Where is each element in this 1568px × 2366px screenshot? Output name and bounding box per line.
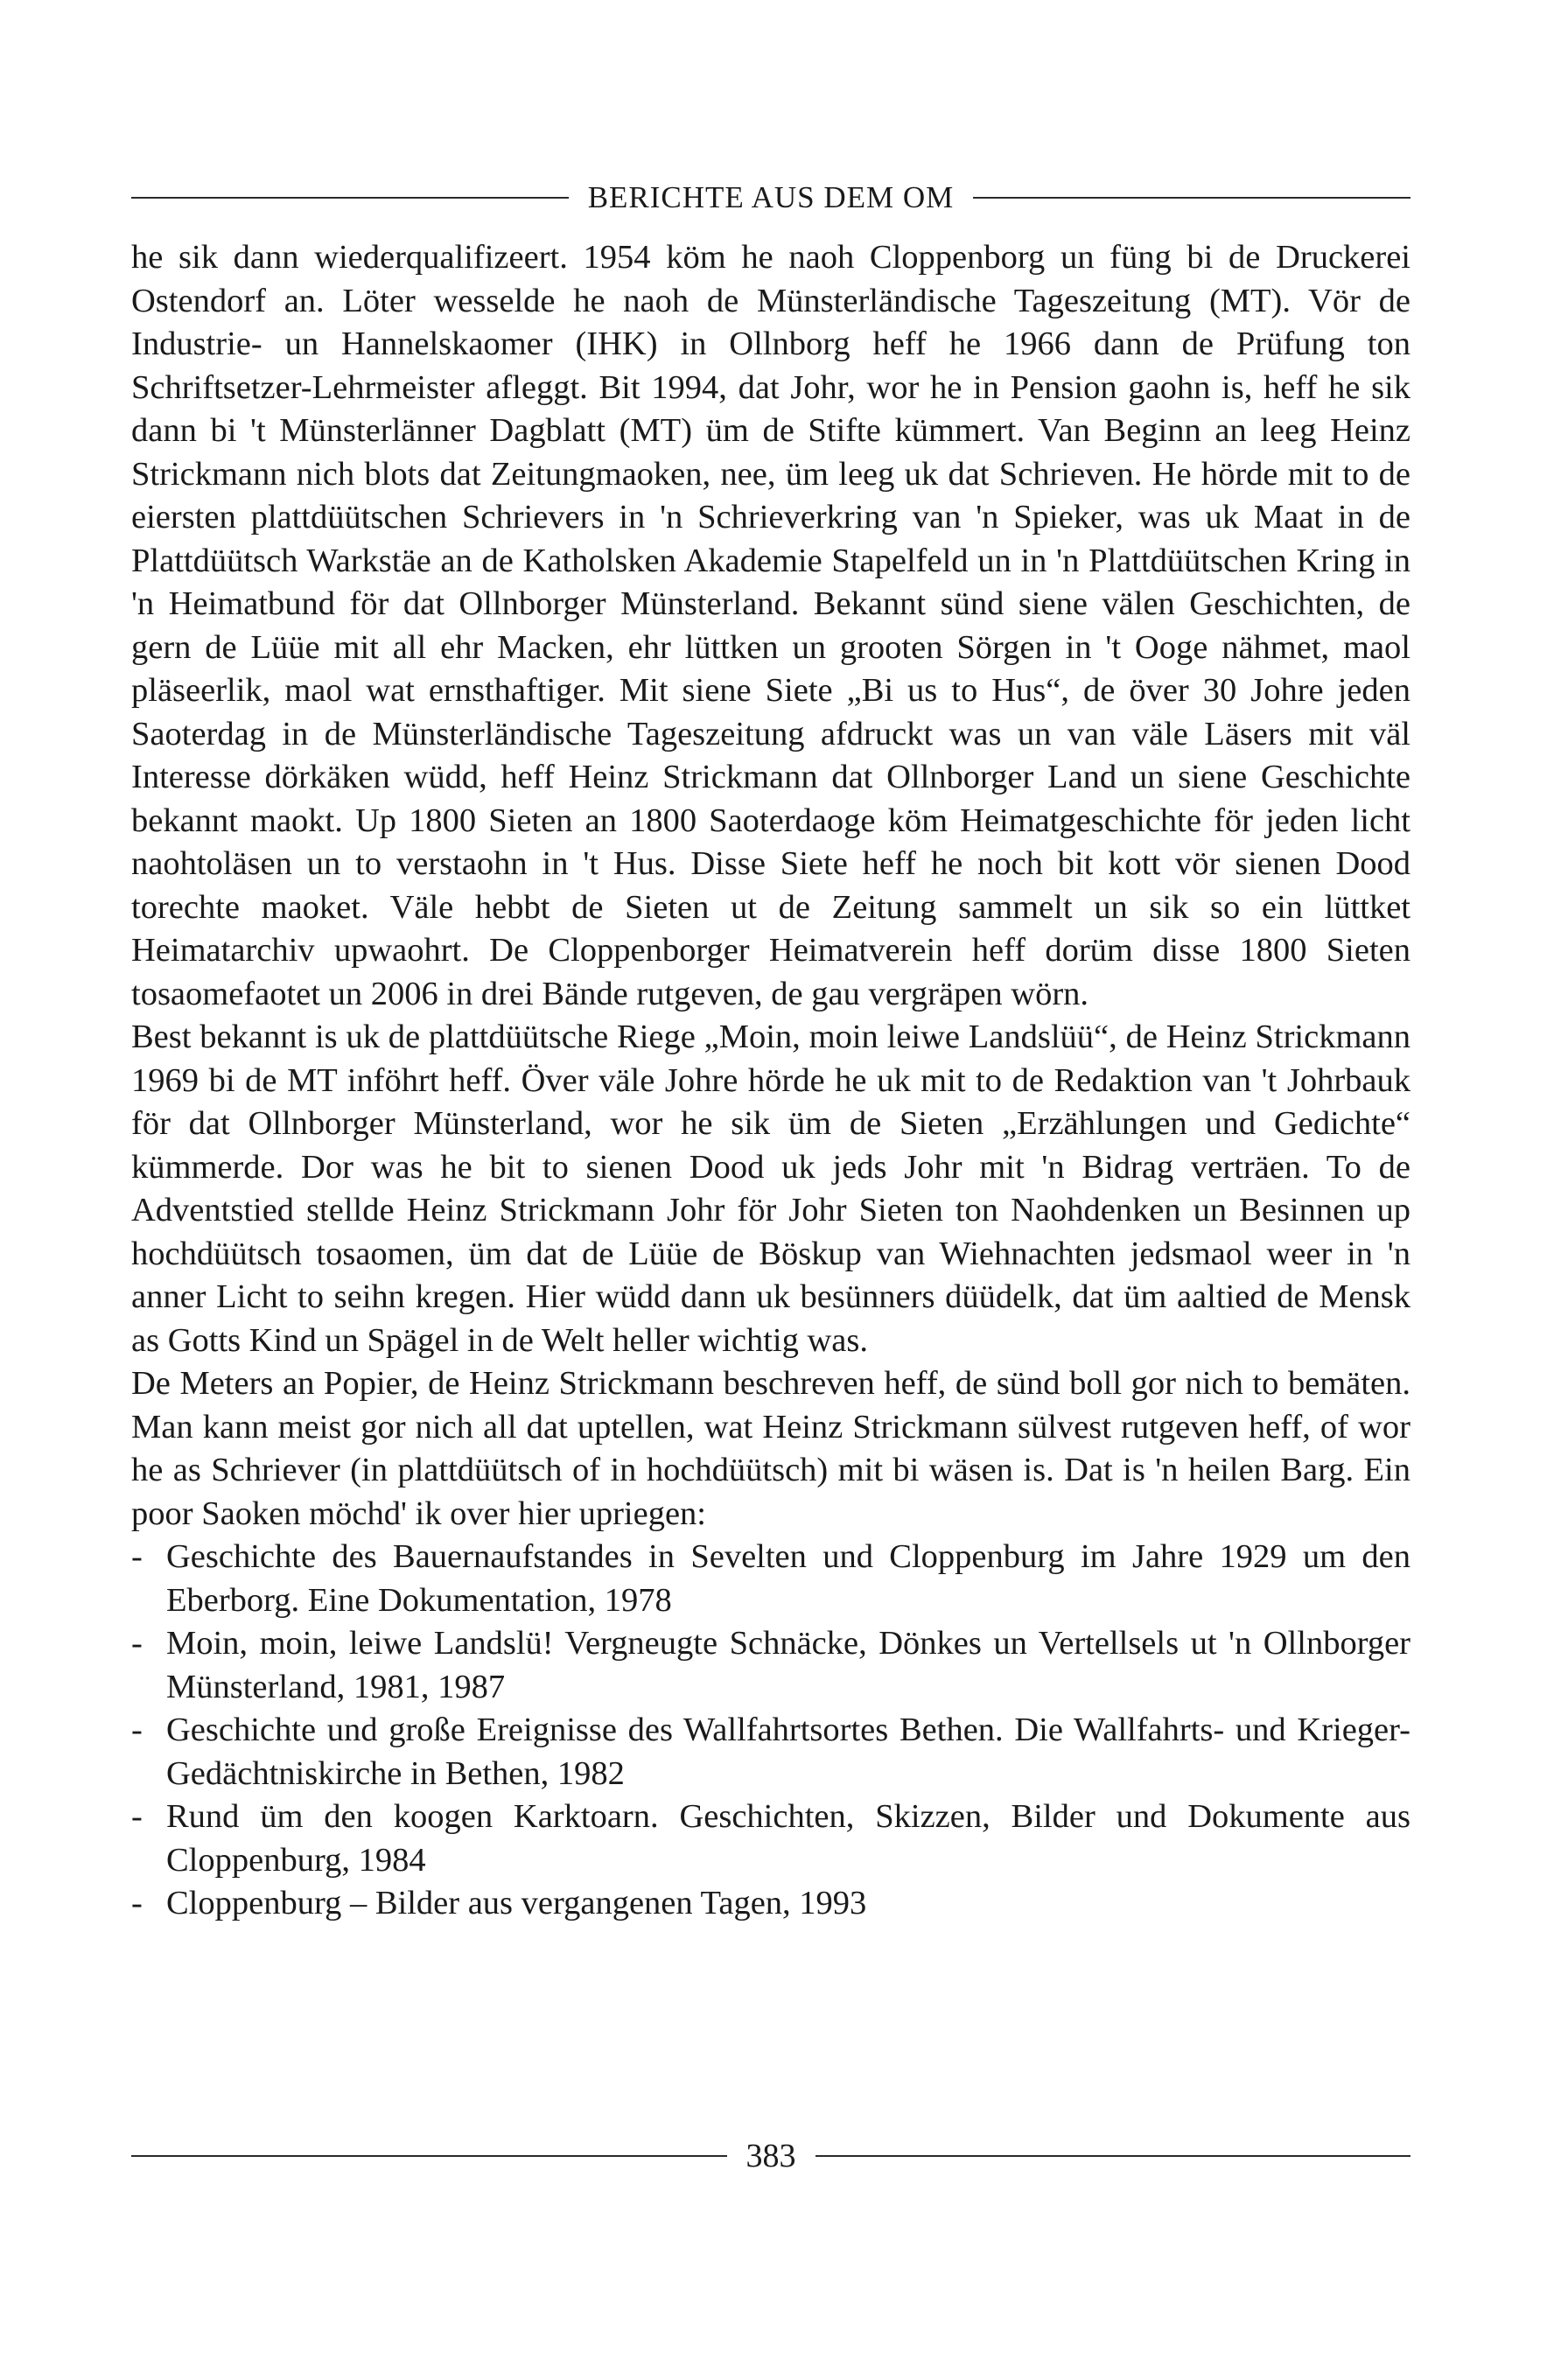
list-item-text: Rund üm den koogen Karktoarn. Geschichten, Skizzen, Bilder und Dokumente aus Cloppenburg, 1984 — [166, 1798, 1410, 1879]
list-dash: - — [131, 1885, 143, 1922]
header-rule-left — [131, 197, 569, 199]
list-dash: - — [131, 1798, 143, 1835]
footer-rule-right — [816, 2155, 1411, 2157]
list-dash: - — [131, 1538, 143, 1575]
list-item-text: Geschichte und große Ereignisse des Wallfahrtsortes Bethen. Die Wallfahrts- und Krieger-Gedächtniskirche in Bethen, 1982 — [166, 1712, 1410, 1792]
list-item-text: Geschichte des Bauernaufstandes in Sevelten und Cloppenburg im Jahre 1929 um den Eberborg. Eine Dokumentation, 1978 — [166, 1538, 1410, 1619]
list-item — [131, 1882, 1410, 1926]
list-dash: - — [131, 1712, 143, 1748]
paragraph: De Meters an Popier, de Heinz Strickmann beschreven heff, de sünd boll gor nich to bemäten. Man kann meist gor nich all dat uptellen, wat Heinz Strickmann sülvest rutgeven heff, of wor he as Schriever (in plattdüütsch of in hochdüütsch) mit bi wäsen is. Dat is 'n heilen Barg. Ein poor Saoken möchd' ik over hier upriegen: — [131, 1365, 1410, 1532]
running-header-title: BERICHTE AUS DEM OM — [587, 180, 955, 214]
list-item-text: Cloppenburg – Bilder aus vergangenen Tagen, 1993 — [166, 1885, 867, 1922]
page-number: 383 — [746, 2138, 796, 2174]
list-item — [131, 1709, 1410, 1796]
body-text — [131, 236, 1410, 1926]
footer-rule-left — [131, 2155, 727, 2157]
list-dash: - — [131, 1625, 143, 1662]
paragraph: Best bekannt is uk de plattdüütsche Riege „Moin, moin leiwe Landslüü“, de Heinz Strickmann 1969 bi de MT inföhrt heff. Över väle Johre hörde he uk mit to de Redaktion van 't Johrbauk för dat Ollnborger Münsterland, wor he sik üm de Sieten „Erzählungen und Gedichte“ kümmerde. Dor was he bit to sienen Dood uk jeds Johr mit 'n Bidrag verträen. To de Adventstied stellde Heinz Strickmann Johr för Johr Sieten ton Naohdenken un Besinnen up hochdüütsch tosaomen, üm dat de Lüüe de Böskup van Wiehnachten jedsmaol weer in 'n anner Licht to seihn kregen. Hier wüdd dann uk besünners düüdelk, dat üm aaltied de Mensk as Gotts Kind un Spägel in de Welt heller wichtig was. — [131, 1018, 1410, 1359]
running-header — [131, 180, 1410, 215]
publication-list — [131, 1536, 1410, 1926]
header-rule-right — [973, 197, 1410, 199]
list-item — [131, 1622, 1410, 1709]
list-item-text: Moin, moin, leiwe Landslü! Vergneugte Schnäcke, Dönkes un Vertellsels ut 'n Ollnborger Münsterland, 1981, 1987 — [166, 1625, 1410, 1705]
book-page — [131, 0, 1410, 2366]
list-item — [131, 1796, 1410, 1882]
list-item — [131, 1536, 1410, 1622]
running-footer — [131, 2137, 1410, 2175]
paragraph: he sik dann wiederqualifizeert. 1954 köm he naoh Cloppenborg un füng bi de Druckerei Ostendorf an. Löter wesselde he naoh de Münsterländische Tageszeitung (MT). Vör de Industrie- un Hannelskaomer (IHK) in Ollnborg heff he 1966 dann de Prüfung ton Schriftsetzer-Lehrmeister afleggt. Bit 1994, dat Johr, wor he in Pension gaohn is, heff he sik dann bi 't Münsterlänner Dagblatt (MT) üm de Stifte kümmert. Van Beginn an leeg Heinz Strickmann nich blots dat Zeitungmaoken, nee, üm leeg uk dat Schrieven. He hörde mit to de eiersten plattdüütschen Schrievers in 'n Schrieverkring van 'n Spieker, was uk Maat in de Plattdüütsch Warkstäe an de Katholsken Akademie Stapelfeld un in 'n Plattdüütschen Kring in 'n Heimatbund för dat Ollnborger Münsterland. Bekannt sünd siene välen Geschichten, de gern de Lüüe mit all ehr Macken, ehr lüttken un grooten Sörgen in 't Ooge nähmet, maol pläseerlik, maol wat ernsthaftiger. Mit siene Siete „Bi us to Hus“, de över 30 Johre jeden Saoterdag in de Münsterländische Tageszeitung afdruckt was un van väle Läsers mit väl Interesse dörkäken wüdd, heff Heinz Strickmann dat Ollnborger Land un siene Geschichte bekannt maokt. Up 1800 Sieten an 1800 Saoterdaoge köm Heimatgeschichte för jeden licht naohtoläsen un to verstaohn in 't Hus. Disse Siete heff he noch bit kott vör sienen Dood torechte maoket. Väle hebbt de Sieten ut de Zeitung sammelt un sik so ein lüttket Heimatarchiv upwaohrt. De Cloppenborger Heimatverein heff dorüm disse 1800 Sieten tosaomefaotet un 2006 in drei Bände rutgeven, de gau vergräpen wörn. — [131, 239, 1410, 1012]
